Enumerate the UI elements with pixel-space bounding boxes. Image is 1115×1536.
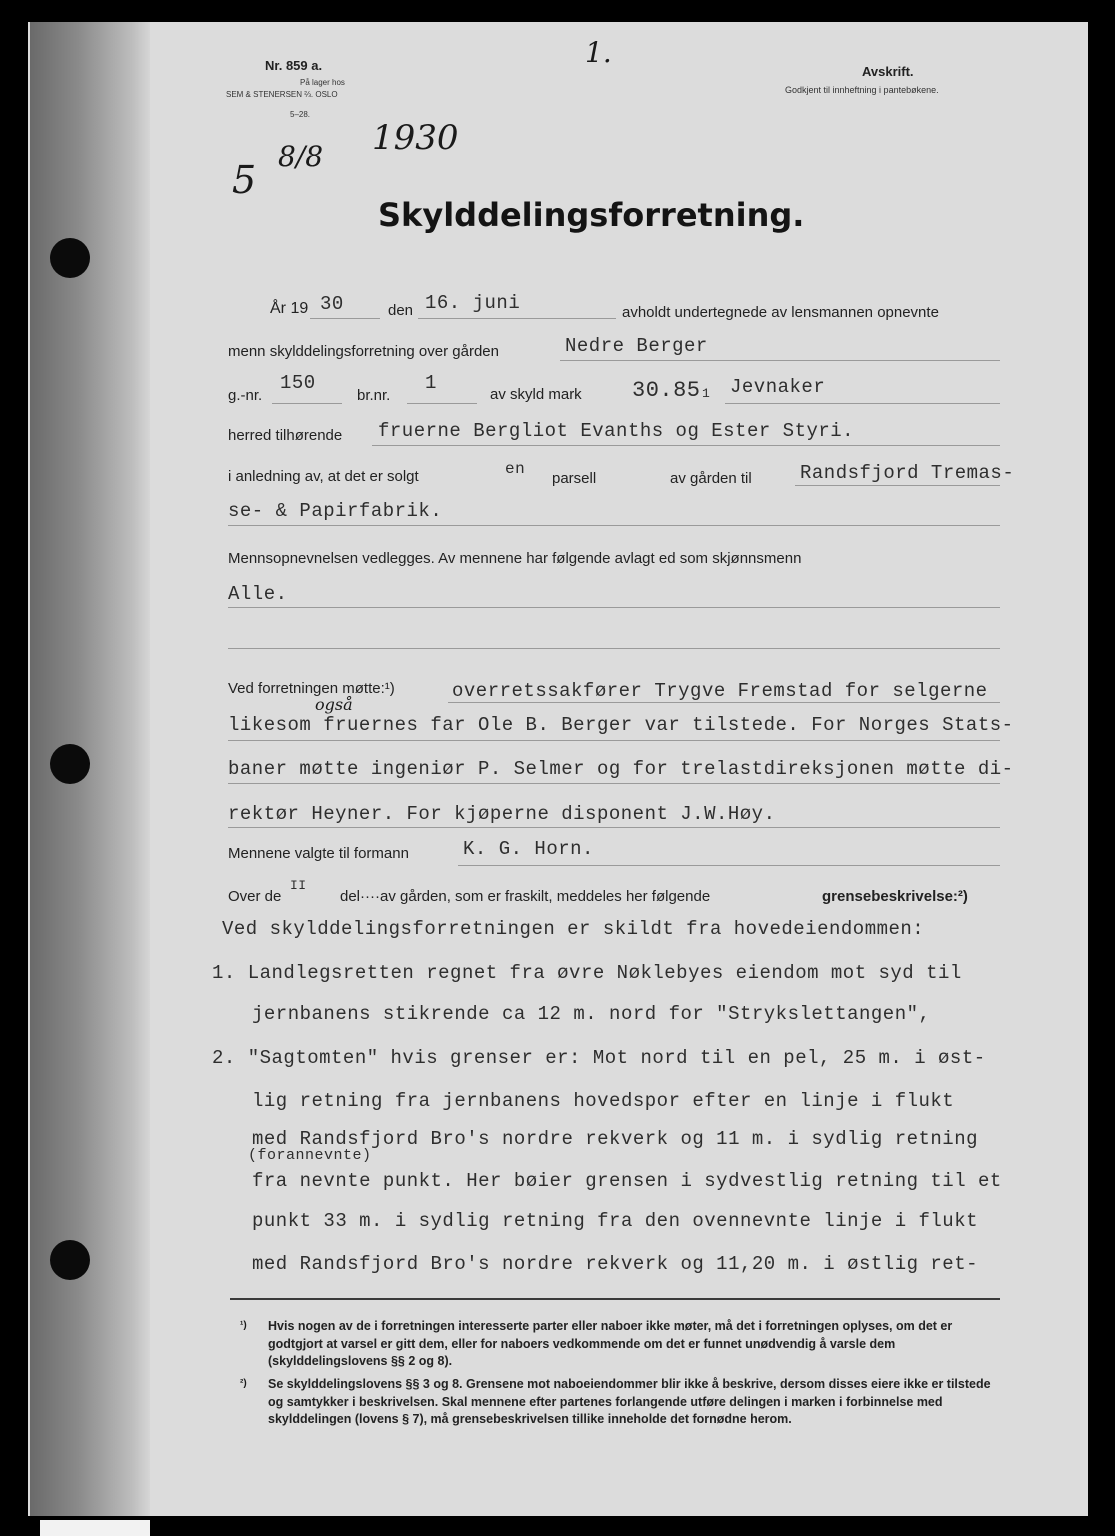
- gnr-value: 150: [280, 372, 316, 394]
- body-line: punkt 33 m. i sydlig retning fra den ovennevnte linje i flukt: [252, 1210, 979, 1232]
- fill-line: [228, 827, 1000, 828]
- formann-value: K. G. Horn.: [463, 838, 594, 860]
- punch-hole: [50, 1240, 90, 1280]
- gnr-label: g.-nr.: [228, 387, 263, 404]
- municipality: Jevnaker: [730, 376, 826, 398]
- body-interlinear: (forannevnte): [248, 1147, 372, 1164]
- formann-label: Mennene valgte til formann: [228, 845, 409, 862]
- form-number: Nr. 859 a.: [265, 58, 323, 73]
- body-line: med Randsfjord Bro's nordre rekverk og 11,20 m. i østlig ret-: [252, 1253, 979, 1275]
- count: en: [505, 460, 526, 478]
- page-mark: 1.: [585, 36, 612, 69]
- footnote-text: Se skylddelingslovens §§ 3 og 8. Grensene mot naboeiendommer blir ikke å beskrive, dersom disses eiere ikke er tilstede og samtykker i beskrivelsen. Skal mennene efter partenes forlangende utføre delingen i marken i forbinnelse med skylddelingen (lovens § 7), må grensebeskrivelsen tillike inneholde det fornødne herom.: [268, 1377, 991, 1426]
- fill-line: [418, 318, 616, 319]
- farm-name: Nedre Berger: [565, 335, 708, 357]
- date-label: den: [388, 302, 414, 319]
- scan-label-tab: [40, 1520, 150, 1536]
- gard-til-label: av gården til: [670, 470, 752, 487]
- punch-hole: [50, 238, 90, 278]
- anledning-label: i anledning av, at det er solgt: [228, 468, 419, 485]
- handwritten-year: 1930: [372, 118, 459, 158]
- handwritten-number: 5: [232, 158, 257, 202]
- mote-line-1: overretssakfører Trygve Fremstad for selgerne: [452, 680, 988, 702]
- menn-label: Mennsopnevnelsen vedlegges. Av mennene har følgende avlagt ed som skjønnsmenn: [228, 550, 802, 567]
- publisher-line-2: SEM & STENERSEN ⅔. OSLO: [226, 90, 338, 99]
- year-label: År 19: [270, 300, 309, 317]
- body-line: Ved skylddelingsforretningen er skildt fra hovedeiendommen:: [222, 918, 925, 940]
- fill-line: [560, 360, 1000, 361]
- footnote-mark: ²): [240, 1378, 247, 1389]
- mote-line-3: baner møtte ingeniør P. Selmer og for trelastdireksjonen møtte di-: [228, 758, 1014, 780]
- body-line: fra nevnte punkt. Her bøier grensen i sydvestlig retning til et: [252, 1170, 1002, 1192]
- fill-line: [372, 445, 1000, 446]
- fill-line: [725, 403, 1000, 404]
- document-title: Skylddelingsforretning.: [378, 196, 805, 234]
- handwritten-date: 8/8: [278, 140, 324, 173]
- edition-code: 5–28.: [290, 110, 311, 119]
- body-line: jernbanens stikrende ca 12 m. nord for "Strykslettangen",: [252, 1003, 931, 1025]
- brnr-value: 1: [425, 372, 437, 394]
- grense-label: grensebeskrivelse:²): [822, 888, 968, 905]
- skyld-sup: 1: [702, 386, 711, 401]
- owners: fruerne Bergliot Evanths og Ester Styri.: [378, 420, 855, 442]
- fill-line: [458, 865, 1000, 866]
- brnr-label: br.nr.: [357, 387, 391, 404]
- fill-line: [228, 783, 1000, 784]
- body-line: 2. "Sagtomten" hvis grenser er: Mot nord til en pel, 25 m. i øst-: [212, 1047, 986, 1069]
- fill-line: [228, 607, 1000, 608]
- handwritten-ogsa: også: [315, 695, 353, 714]
- approval-note: Godkjent til innheftning i pantebøkene.: [785, 85, 939, 95]
- date-value: 16. juni: [425, 292, 521, 314]
- fill-line: [310, 318, 380, 319]
- mote-line-2: likesom fruernes far Ole B. Berger var tilstede. For Norges Stats-: [228, 714, 1014, 736]
- avskrift-label: Avskrift.: [862, 64, 914, 79]
- del-label: del····av gården, som er fraskilt, meddeles her følgende: [340, 888, 711, 905]
- publisher-line-1: På lager hos: [300, 78, 345, 87]
- year-value: 30: [320, 293, 344, 315]
- farm-label: menn skylddelingsforretning over gården: [228, 343, 499, 360]
- fill-line: [448, 702, 1000, 703]
- fill-line: [407, 403, 477, 404]
- punch-hole: [50, 744, 90, 784]
- fill-line: [228, 525, 1000, 526]
- herred-label: herred tilhørende: [228, 427, 343, 444]
- body-line: 1. Landlegsretten regnet fra øvre Nøklebyes eiendom mot syd til: [212, 962, 962, 984]
- over-label: Over de: [228, 888, 282, 905]
- footnote-rule: [230, 1298, 1000, 1300]
- line1-text: avholdt undertegnede av lensmannen opnevnte: [622, 304, 939, 321]
- menn-value: Alle.: [228, 583, 288, 605]
- skyld-value: 30.85: [632, 378, 701, 403]
- body-line: med Randsfjord Bro's nordre rekverk og 11 m. i sydlig retning: [252, 1128, 979, 1150]
- fill-line: [272, 403, 342, 404]
- buyer-line-1: Randsfjord Tremas-: [800, 462, 1015, 484]
- over-count: II: [290, 878, 307, 893]
- fill-line: [228, 648, 1000, 649]
- buyer-line-2: se- & Papirfabrik.: [228, 500, 443, 522]
- parsell-label: parsell: [552, 470, 597, 487]
- body-line: lig retning fra jernbanens hovedspor efter en linje i flukt: [252, 1090, 955, 1112]
- fill-line: [228, 740, 1000, 741]
- mote-line-4: rektør Heyner. For kjøperne disponent J.W.Høy.: [228, 803, 776, 825]
- binding-edge: [30, 22, 150, 1516]
- footnote-mark: ¹): [240, 1320, 247, 1331]
- footnote-text: Hvis nogen av de i forretningen interesserte parter eller naboer ikke møter, må det i forretningen oplyses, om det er godtgjort at varsel er gitt dem, eller for naboers vedkommende om det er funnet unødvendig å varsle dem (skylddelingslovens §§ 2 og 8).: [268, 1319, 953, 1368]
- mote-label: Ved forretningen møtte:¹): [228, 680, 395, 697]
- fill-line: [795, 485, 1000, 486]
- skyld-label: av skyld mark: [490, 386, 582, 403]
